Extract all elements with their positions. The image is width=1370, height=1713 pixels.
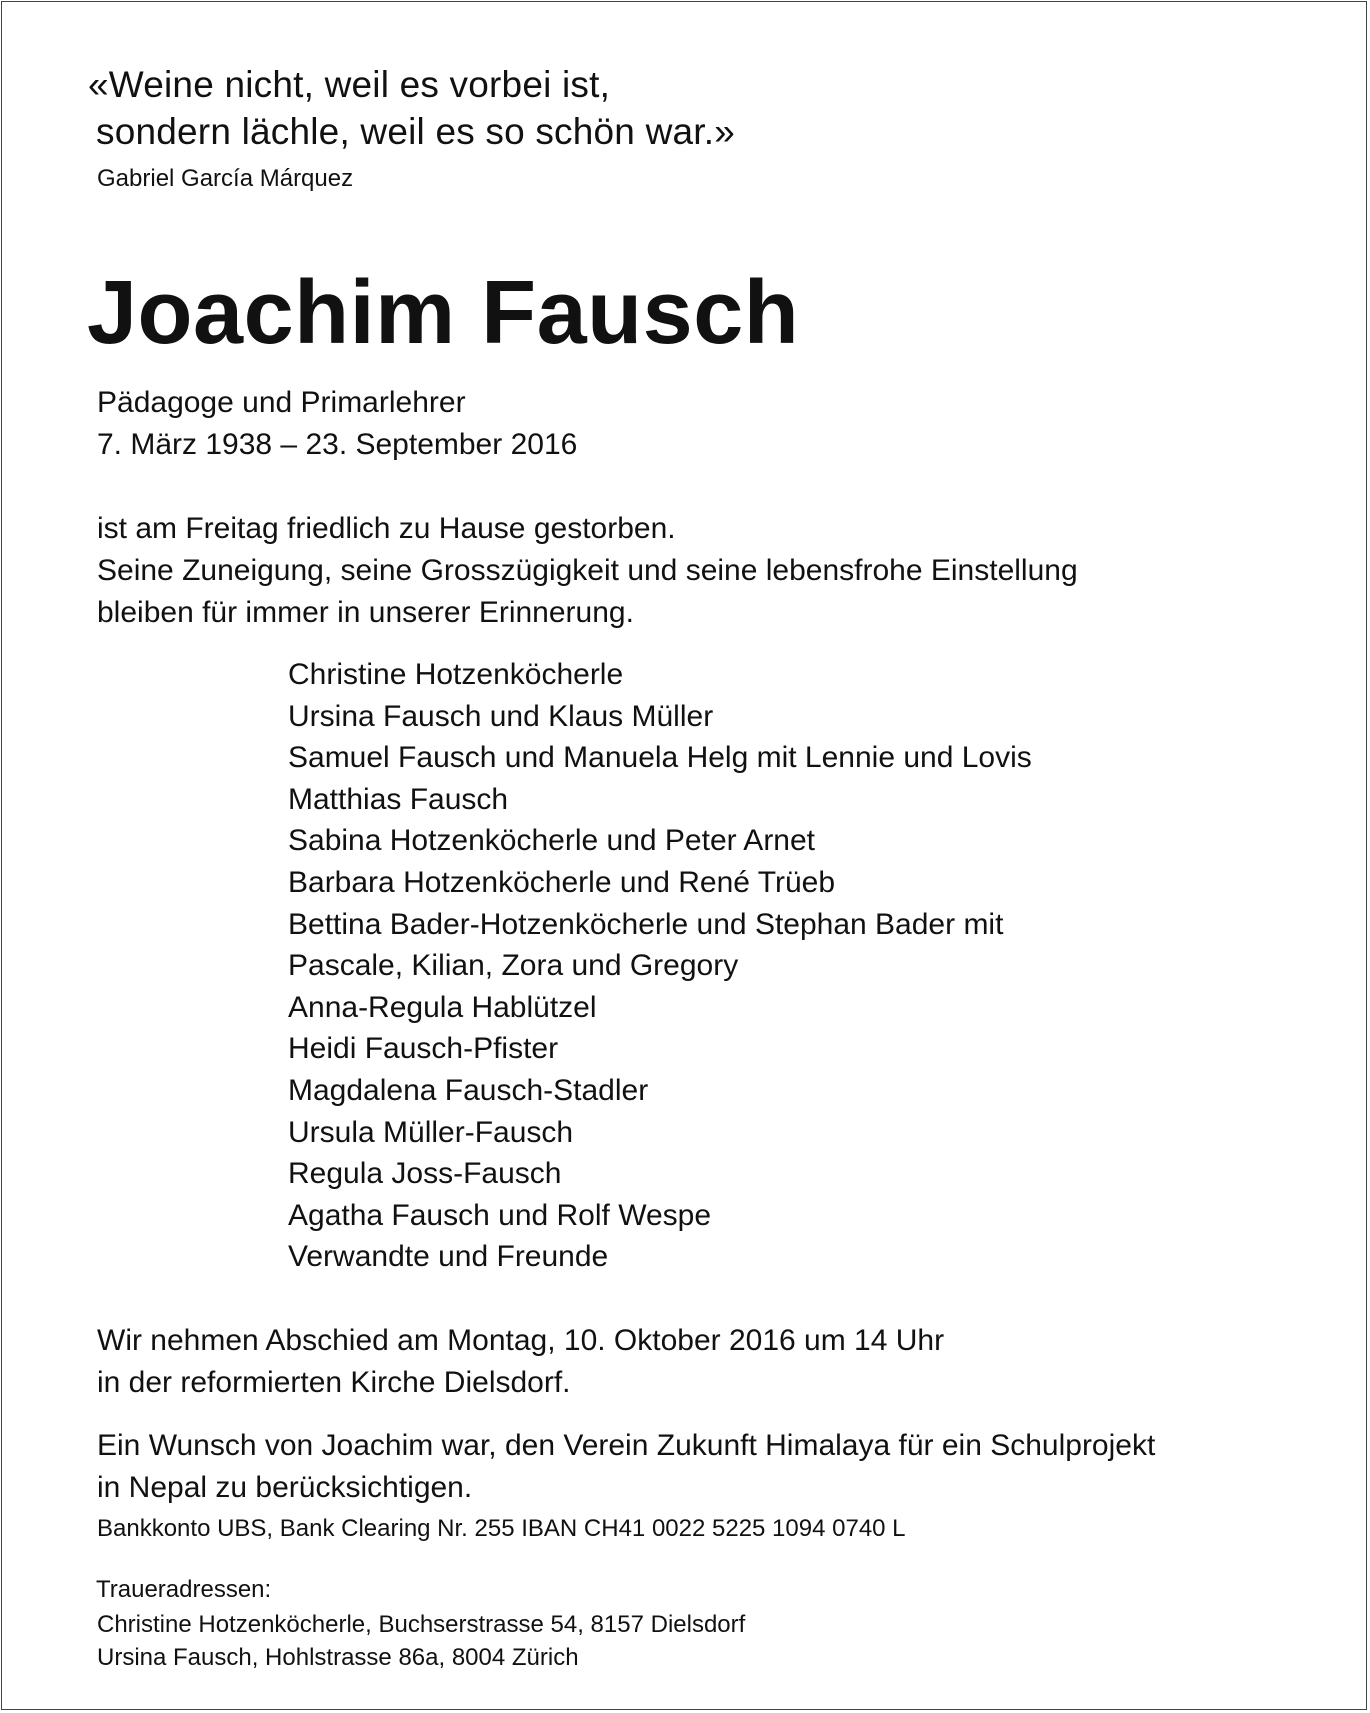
announcement-line-3: bleiben für immer in unserer Erinnerung.	[97, 596, 634, 629]
quote-line-2: sondern lächle, weil es so schön war.»	[96, 111, 736, 152]
mourner-item: Sabina Hotzenköcherle und Peter Arnet	[288, 824, 816, 858]
quote-line-1: «Weine nicht, weil es vorbei ist,	[88, 64, 611, 105]
wish-line-2: in Nepal zu berücksichtigen.	[97, 1471, 473, 1504]
deceased-dates: 7. März 1938 – 23. September 2016	[97, 428, 578, 461]
bank-details: Bankkonto UBS, Bank Clearing Nr. 255 IBAN CH41 0022 5225 1094 0740 L	[97, 1515, 906, 1542]
addresses-heading: Traueradressen:	[96, 1576, 272, 1603]
mourner-item: Samuel Fausch und Manuela Helg mit Lennie und Lovis	[288, 741, 1032, 775]
mourner-item: Matthias Fausch	[288, 782, 509, 816]
mourners-list	[288, 660, 1032, 1284]
mourner-item: Anna-Regula Hablützel	[288, 990, 597, 1024]
mourner-item: Heidi Fausch-Pfister	[288, 1032, 559, 1066]
mourner-item: Regula Joss-Fausch	[288, 1157, 562, 1191]
mourner-item: Magdalena Fausch-Stadler	[288, 1073, 649, 1107]
mourner-item: Christine Hotzenköcherle	[288, 658, 624, 691]
deceased-name: Joachim Fausch	[87, 263, 800, 363]
mourner-item: Barbara Hotzenköcherle und René Trüeb	[288, 865, 836, 899]
mourner-item: Bettina Bader-Hotzenköcherle und Stephan Bader mit	[288, 907, 1004, 941]
mourner-item: Verwandte und Freunde	[288, 1240, 609, 1274]
deceased-role: Pädagoge und Primarlehrer	[97, 386, 466, 419]
farewell-line-1: Wir nehmen Abschied am Montag, 10. Oktober 2016 um 14 Uhr	[97, 1324, 945, 1357]
farewell-line-2: in der reformierten Kirche Dielsdorf.	[97, 1366, 571, 1399]
mourner-item: Pascale, Kilian, Zora und Gregory	[288, 949, 739, 983]
address-line-2: Ursina Fausch, Hohlstrasse 86a, 8004 Zürich	[97, 1644, 579, 1671]
mourner-item: Agatha Fausch und Rolf Wespe	[288, 1198, 712, 1232]
announcement-line-1: ist am Freitag friedlich zu Hause gestorben.	[97, 512, 676, 545]
mourner-item: Ursina Fausch und Klaus Müller	[288, 699, 714, 733]
mourner-item: Ursula Müller-Fausch	[288, 1115, 574, 1149]
address-line-1: Christine Hotzenköcherle, Buchserstrasse 54, 8157 Dielsdorf	[97, 1611, 746, 1638]
quote-author: Gabriel García Márquez	[97, 165, 354, 192]
wish-line-1: Ein Wunsch von Joachim war, den Verein Zukunft Himalaya für ein Schulprojekt	[97, 1429, 1156, 1462]
announcement-line-2: Seine Zuneigung, seine Grosszügigkeit und seine lebensfrohe Einstellung	[97, 554, 1078, 587]
